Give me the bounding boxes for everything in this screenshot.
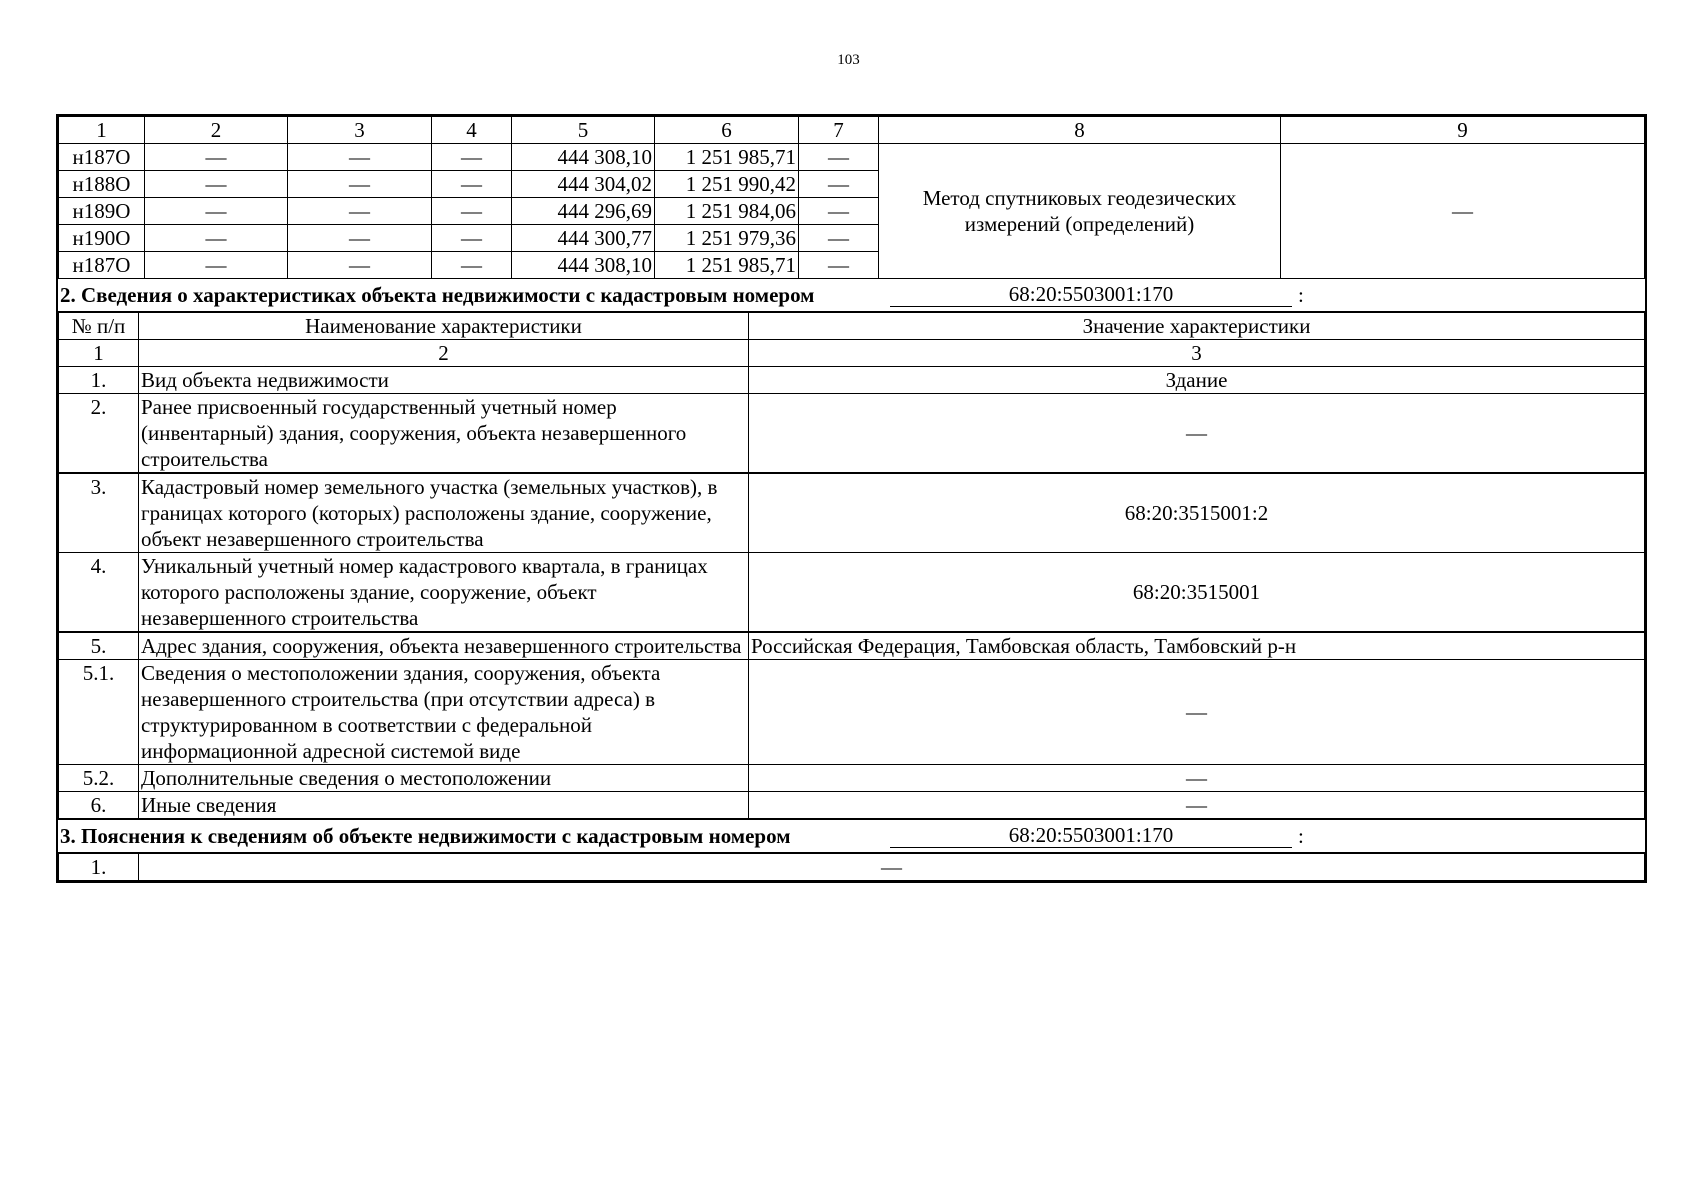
table-row [59,553,1645,633]
point-name: н187О [59,144,145,171]
section3-colon: : [1298,824,1304,848]
row-name: Вид объекта недвижимости [139,367,749,394]
row-name: Адрес здания, сооружения, объекта незавершенного строительства [139,632,749,660]
row-num: 1. [59,367,139,394]
section2-title-text: 2. Сведения о характеристиках объекта недвижимости с кадастровым номером [60,283,815,307]
coord-y: 1 251 985,71 [655,144,799,171]
cell: — [145,171,288,198]
coords-header-cell: 9 [1281,117,1645,144]
table-row [59,792,1645,819]
coord-x: 444 308,10 [512,144,655,171]
characteristics-colnum-row [59,340,1645,367]
table-row [59,660,1645,765]
section3-title-text: 3. Пояснения к сведениям об объекте недвижимости с кадастровым номером [60,824,791,848]
table-row [59,632,1645,660]
cell: — [799,144,879,171]
coord-x: 444 300,77 [512,225,655,252]
coords-header-cell: 4 [432,117,512,144]
coord-y: 1 251 979,36 [655,225,799,252]
row-value: — [749,792,1645,819]
point-name: н187О [59,252,145,279]
coords-header-cell: 6 [655,117,799,144]
coords-header-cell: 5 [512,117,655,144]
row-value: — [749,660,1645,765]
table-row [59,367,1645,394]
cell: — [432,144,512,171]
row-value: — [749,765,1645,792]
row-name: Дополнительные сведения о местоположении [139,765,749,792]
coord-y: 1 251 990,42 [655,171,799,198]
cell: — [799,252,879,279]
cell: — [288,144,432,171]
cell: — [288,198,432,225]
point-name: н190О [59,225,145,252]
cell: — [145,252,288,279]
colnum-cell: 3 [749,340,1645,367]
coords-header-cell: 3 [288,117,432,144]
cell: — [288,252,432,279]
cell: — [799,171,879,198]
section2-title [58,279,1645,312]
table-row [59,854,1645,881]
cell: — [145,198,288,225]
cell: — [145,144,288,171]
table-row [59,765,1645,792]
table-row [59,394,1645,474]
cell: — [145,225,288,252]
coords-header-cell: 7 [799,117,879,144]
coord-x: 444 304,02 [512,171,655,198]
row-value: — [139,854,1645,881]
document-table [56,114,1647,883]
cell: — [432,198,512,225]
row-num: 5.2. [59,765,139,792]
row-value: 68:20:3515001:2 [749,473,1645,553]
cell: — [799,198,879,225]
cell: — [432,252,512,279]
table-row [59,473,1645,553]
colnum-cell: 1 [59,340,139,367]
section2-colon: : [1298,283,1304,307]
coord-y: 1 251 984,06 [655,198,799,225]
cell: — [432,225,512,252]
method-cell: Метод спутниковых геодезических измерений (определений) [879,144,1281,279]
coord-y: 1 251 985,71 [655,252,799,279]
colnum-cell: 2 [139,340,749,367]
point-name: н188О [59,171,145,198]
row-num: 5. [59,632,139,660]
row-num: 3. [59,473,139,553]
characteristics-header-row [59,313,1645,340]
row-value: 68:20:3515001 [749,553,1645,633]
row-name: Ранее присвоенный государственный учетный номер (инвентарный) здания, сооружения, объекта незавершенного строительства [139,394,749,474]
row-name: Уникальный учетный номер кадастрового квартала, в границах которого расположены здание, сооружение, объект незавершенного строительства [139,553,749,633]
col9-cell: — [1281,144,1645,279]
row-value: Здание [749,367,1645,394]
row-num: 4. [59,553,139,633]
coords-header-cell: 2 [145,117,288,144]
coords-header-cell: 1 [59,117,145,144]
cell: — [288,171,432,198]
point-name: н189О [59,198,145,225]
coords-header-cell: 8 [879,117,1281,144]
row-value: — [749,394,1645,474]
table-row [59,144,1645,171]
coord-x: 444 296,69 [512,198,655,225]
cell: — [799,225,879,252]
coord-x: 444 308,10 [512,252,655,279]
header-name: Наименование характеристики [139,313,749,340]
row-num: 2. [59,394,139,474]
row-name: Иные сведения [139,792,749,819]
coords-header-row [59,117,1645,144]
explanations-table [58,853,1645,881]
row-num: 5.1. [59,660,139,765]
section2-cadastral-number: 68:20:5503001:170 [890,281,1292,307]
header-num: № п/п [59,313,139,340]
characteristics-table [58,312,1645,819]
row-name: Сведения о местоположении здания, сооружения, объекта незавершенного строительства (при отсутствии адреса) в структурированном в соответствии с федеральной информационной адресной системой виде [139,660,749,765]
row-num: 1. [59,854,139,881]
row-name: Кадастровый номер земельного участка (земельных участков), в границах которого (которых) расположены здание, сооружение, объект незавершенного строительства [139,473,749,553]
cell: — [288,225,432,252]
coordinates-table [58,116,1645,279]
cell: — [432,171,512,198]
section3-cadastral-number: 68:20:5503001:170 [890,822,1292,848]
section3-title [58,819,1645,853]
row-num: 6. [59,792,139,819]
page-number: 103 [837,52,860,68]
row-value: Российская Федерация, Тамбовская область, Тамбовский р-н [749,632,1645,660]
header-value: Значение характеристики [749,313,1645,340]
